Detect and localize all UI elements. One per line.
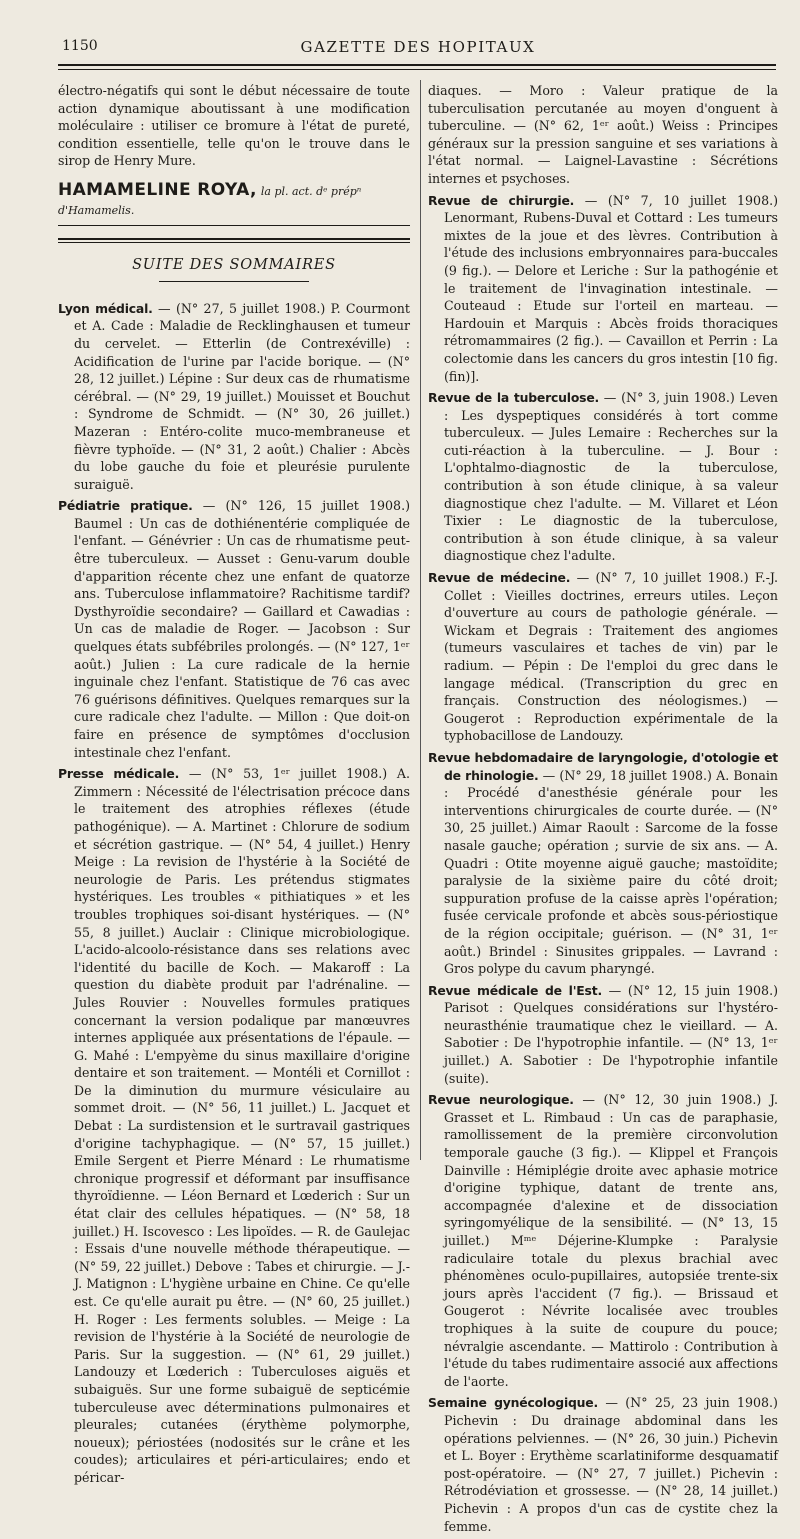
right-column: [428, 82, 778, 1539]
section-heading: SUITE DES SOMMAIRES: [132, 257, 336, 274]
advert-brand: HAMAMELINE ROYA,: [58, 179, 257, 200]
entry-body: — (N° 12, 30 juin 1908.) J. Grasset et L. Rimbaud : Un cas de paraphasie, ramollissement de la première circonvolution temporale gauche (3 fig.). — Klippel et François Dainville : Hémiplégie droite avec aphasie motrice d'origine typhique, datant de trente ans, accompagnée d'alexine et de dissociation syringomyélique de la sensibilité. — (N° 13, 15 juillet.) Mᵐᵉ Déjerine-Klumpke : Paralysie radiculaire totale du plexus brachial avec phénomènes oculo-pupillaires, autopsiée trente-six jours après l'accident (7 fig.). — Brissaud et Gougerot : Névrite localisée avec troubles trophiques à la suite de coupure du pouce; névralgie ascendante. — Mattirolo : Contribution à l'étude du tabes rudimentaire associé aux affections de l'aorte.: [444, 1092, 779, 1389]
journal-name: Revue de chirurgie.: [428, 192, 575, 208]
header-rule-thin: [58, 69, 776, 70]
journal-name: Revue médicale de l'Est.: [428, 982, 602, 998]
journal-name: Revue de la tuberculose.: [428, 390, 600, 406]
summary-entry: [428, 749, 778, 978]
journal-name: Revue de médecine.: [428, 570, 571, 586]
section-rule: [58, 238, 410, 243]
entry-body: — (N° 7, 10 juillet 1908.) Lenormant, Rubens-Duval et Cottard : Les tumeurs mixtes de la joue et des lèvres. Contribution à l'étude des inclusions embryonnaires para-buccales (9 fig.). — Delore et Leriche : Sur la pathogénie et le traitement de l'invagination intestinale. — Couteaud : Etude sur l'orteil en marteau. — Hardouin et Marquis : Abcès froids thoraciques rétromammaires (2 fig.). — Cavaillon et Perrin : La colectomie dans les cancers du gros intestin [10 fig. (fin)].: [444, 192, 778, 384]
journal-title: GAZETTE DES HOPITAUX: [300, 38, 536, 56]
journal-name: Lyon médical.: [58, 300, 153, 316]
header-rule: [58, 64, 776, 66]
summary-entry: [428, 192, 778, 386]
page-number: 1150: [62, 38, 98, 54]
summary-entry: [58, 765, 410, 1486]
entry-body: — (N° 7, 10 juillet 1908.) F.-J. Collet : Vieilles doctrines, erreurs utiles. Leçon d'ouverture au cours de pathologie générale. — Wickam et Degrais : Traitement des angiomes (tumeurs vasculaires et taches de vin) par le radium. — Pépin : De l'emploi du grec dans le langage médical. (Transcription du grec en français. Construction des néologismes.) — Gougerot : Reproduction expérimentale de la typhobacillose de Landouzy.: [444, 570, 778, 744]
journal-name: Pédiatrie pratique.: [58, 498, 193, 514]
summary-entry: [428, 389, 778, 565]
journal-name: Semaine gynécologique.: [428, 1395, 599, 1411]
journal-name: Revue neurologique.: [428, 1092, 574, 1108]
advertisement: [58, 179, 410, 219]
summary-entry: [428, 569, 778, 745]
entry-body: — (N° 29, 18 juillet 1908.) A. Bonain : Procédé d'anesthésie générale pour les interventions chirurgicales de courte durée. — (N° 30, 25 juillet.) Aimar Raoult : Sarcome de la fosse nasale gauche; opération ; survie de six ans. — A. Quadri : Otite moyenne aiguë gauche; mastoïdite; paralysie de la sixième paire du côté droit; suppuration profuse de la caisse après l'opération; fusée cervicale profonde et abcès sous-périostique de la région occipitale; guérison. — (N° 31, 1ᵉʳ août.) Brindel : Sinusites grippales. — Lavrand : Gros polype du cavum pharyngé.: [444, 767, 778, 977]
entry-body: — (N° 126, 15 juillet 1908.) Baumel : Un cas de dothiénentérie compliquée de l'enfant. — Génévrier : Un cas de rhumatisme peut-être tuberculeux. — Ausset : Genu-varum double d'apparition récente chez une enfant de quatorze ans. Tuberculose inflammatoire? Rachitisme tardif? Dysthyroïdie secondaire? — Gaillard et Cawadias : Un cas de maladie de Roger. — Jacobson : Sur quelques états subfébriles prolongés. — (N° 127, 1ᵉʳ août.) Julien : La cure radicale de la hernie inguinale chez l'enfant. Statistique de 76 cas avec 76 guérisons définitives. Quelques remarques sur la cure radicale chez l'adulte. — Millon : Que doit-on faire en présence de symptômes d'occlusion intestinale chez l'enfant.: [74, 498, 410, 760]
summary-entry: [58, 300, 410, 494]
entry-body: — (N° 3, juin 1908.) Leven : Les dyspeptiques considérés à tort comme tuberculeux. — Jules Lemaire : Recherches sur la cuti-réaction à la tuberculine. — J. Bour : L'ophtalmo-diagnostic de la tuberculose, contribution à son étude clinique, à sa valeur diagnostique chez l'adulte. — M. Villaret et Léon Tixier : Le diagnostic de la tuberculose, contribution à son étude clinique, à sa valeur diagnostique chez l'adulte.: [444, 390, 778, 564]
advert-underline: [58, 225, 410, 226]
summary-entry: [428, 1394, 778, 1535]
column-divider: [420, 80, 421, 1160]
summary-entry: [428, 1091, 778, 1390]
page-header: [62, 38, 774, 60]
advert-tagline: la pl. act. dᵉ prépⁿ d'Hamamelis.: [58, 184, 362, 217]
summary-entry: [428, 982, 778, 1088]
summary-entry: [58, 497, 410, 761]
journal-name: Presse médicale.: [58, 766, 180, 782]
journal-name: Revue hebdomadaire de laryngologie, d'otologie et de rhinologie.: [428, 749, 778, 783]
entry-body: — (N° 25, 23 juin 1908.) Pichevin : Du drainage abdominal dans les opérations pelviennes. — (N° 26, 30 juin.) Pichevin et L. Boyer : Erythème scarlatiniforme desquamatif post-opératoire. — (N° 27, 7 juillet.) Pichevin : Rétrodéviation et grossesse. — (N° 28, 14 juillet.) Pichevin : A propos d'un cas de cystite chez la femme.: [444, 1395, 778, 1534]
intro-paragraph: électro-négatifs qui sont le début nécessaire de toute action dynamique aboutissant à une modification moléculaire : utiliser ce bromure à l'état de pureté, condition essentielle, telle qu'on le trouve dans le sirop de Henry Mure.: [58, 83, 410, 169]
left-column: [58, 82, 410, 1491]
entry-body: — (N° 12, 15 juin 1908.) Parisot : Quelques considérations sur l'hystéro-neurasthénie traumatique chez le vieillard. — A. Sabotier : De l'hypotrophie infantile. — (N° 13, 1ᵉʳ juillet.) A. Sabotier : De l'hypotrophie infantile (suite).: [444, 982, 778, 1086]
entry-body: — (N° 53, 1ᵉʳ juillet 1908.) A. Zimmern : Nécessité de l'électrisation précoce dans le traitement des atrophies réflexes (étude pathogénique). — A. Martinet : Chlorure de sodium et sécrétion gastrique. — (N° 54, 4 juillet.) Henry Meige : La revision de l'hystérie à la Société de neurologie de Paris. Les prétendus stigmates hystériques. Les troubles « pithiatiques » et les troubles trophiques soi-disant hystériques. — (N° 55, 8 juillet.) Auclair : Clinique microbiologique. L'acido-alcoolo-résistance dans ses relations avec l'identité du bacille de Koch. — Makaroff : La question du diabète produit par l'adrénaline. — Jules Rouvier : Nouvelles formules pratiques concernant la version podalique par manœuvres internes appliquée aux présentations de l'épaule. — G. Mahé : L'empyème du sinus maxillaire d'origine dentaire et son traitement. — Montéli et Cornillot : De la diminution du murmure vésiculaire au sommet droit. — (N° 56, 11 juillet.) L. Jacquet et Debat : La surdistension et le surtravail gastriques d'origine tachyphagique. — (N° 57, 15 juillet.) Emile Sergent et Pierre Ménard : Le rhumatisme chronique progressif et déformant par insuffisance thyroïdienne. — Léon Bernard et Lœderich : Sur un état clair des cellules hépatiques. — (N° 58, 18 juillet.) H. Iscovesco : Les lipoïdes. — R. de Gaulejac : Essais d'une nouvelle méthode thérapeutique. — (N° 59, 22 juillet.) Debove : Tabes et chirurgie. — J.-J. Matignon : L'hygiène urbaine en Chine. Ce qu'elle est. Ce qu'elle aurait pu être. — (N° 60, 25 juillet.) H. Roger : Les ferments solubles. — Meige : La revision de l'hystérie à la Société de neurologie de Paris. Sur la suggestion. — (N° 61, 29 juillet.) Landouzy et Lœderich : Tuberculoses aiguës et subaiguës. Sur une forme subaiguë de septicémie tuberculeuse avec déterminations pulmonaires et pleurales; cutanées (érythème polymorphe, noueux); périostées (nodosités sur le crâne et les coudes); articulaires et péri-articulaires; endo et péricar-: [74, 766, 410, 1485]
continued-paragraph: diaques. — Moro : Valeur pratique de la tuberculisation percutanée au moyen d'onguent à tuberculine. — (N° 62, 1ᵉʳ août.) Weiss : Principes généraux sur la pression sanguine et ses variations à l'état normal. — Laignel-Lavastine : Sécrétions internes et psychoses.: [428, 83, 778, 186]
entry-body: — (N° 27, 5 juillet 1908.) P. Courmont et A. Cade : Maladie de Recklinghausen et tumeur du cervelet. — Etterlin (de Contrexéville) : Acidification de l'urine par l'acide borique. — (N° 28, 12 juillet.) Lépine : Sur deux cas de rhumatisme cérébral. — (N° 29, 19 juillet.) Mouisset et Bouchut : Syndrome de Schmidt. — (N° 30, 26 juillet.) Mazeran : Entéro-colite muco-membraneuse et fièvre typhoïde. — (N° 31, 2 août.) Chalier : Abcès du lobe gauche du foie et pleurésie purulente suraiguë.: [74, 300, 410, 492]
heading-rule: [159, 281, 309, 282]
